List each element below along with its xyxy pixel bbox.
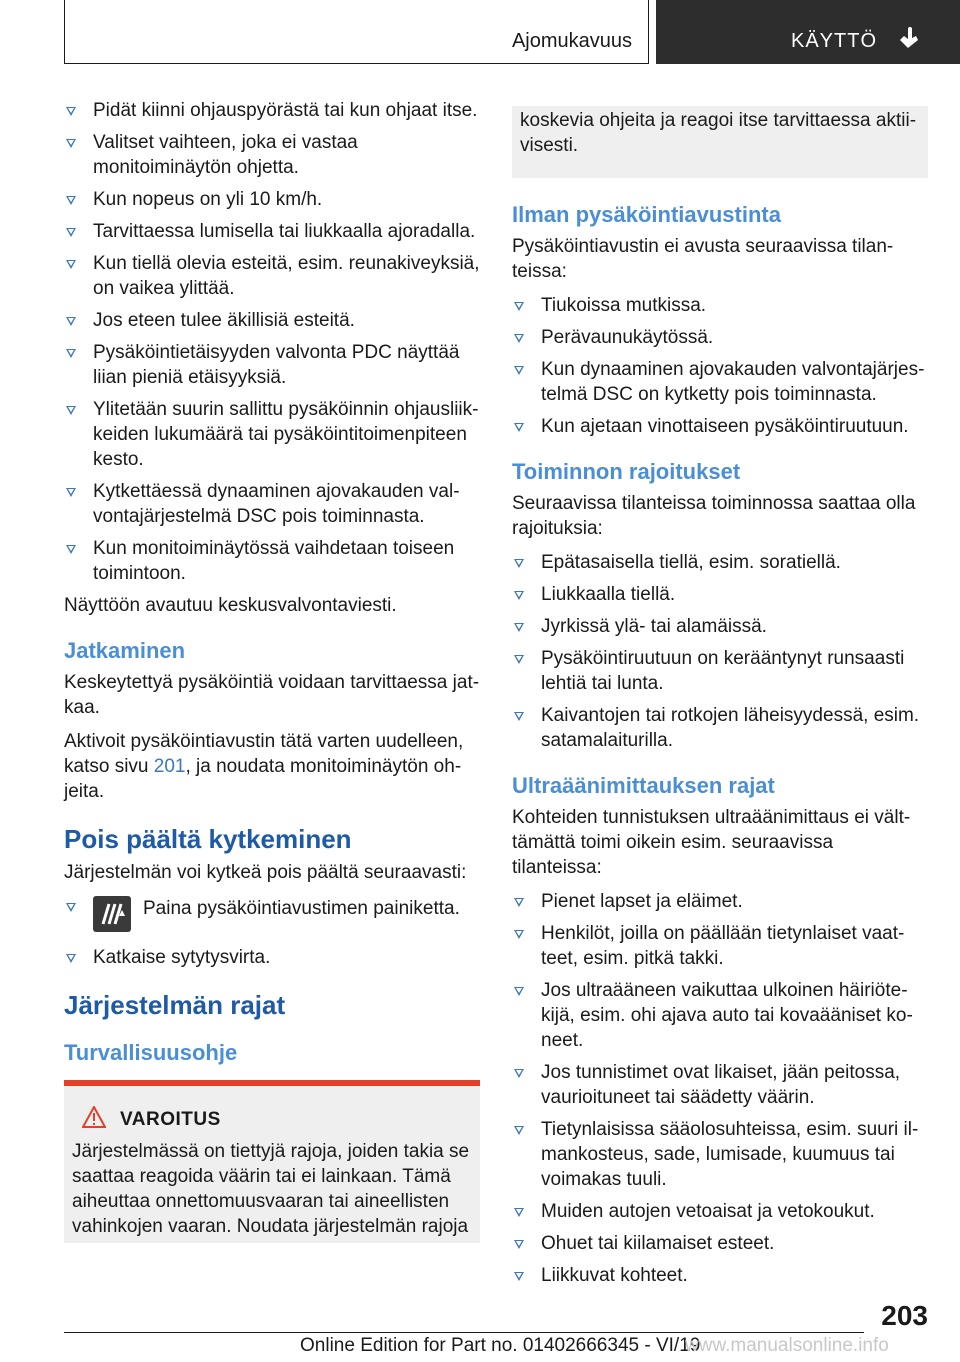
triangle-bullet-icon [66, 406, 76, 415]
triangle-bullet-icon [514, 898, 524, 907]
message-text: Näyttöön avautuu keskusvalvontaviesti. [64, 595, 397, 616]
list-item: Kytkettäessä dynaaminen ajovakauden valvontajärjestelmä DSC pois toiminnasta. [64, 479, 480, 529]
triangle-bullet-icon [66, 139, 76, 148]
triangle-bullet-icon [66, 317, 76, 326]
list-item: Kun monitoiminäytössä vaihdetaan toiseen toimintoon. [64, 536, 480, 586]
page-ref-link[interactable]: 201 [153, 756, 186, 777]
triangle-bullet-icon [66, 107, 76, 116]
footer-edition: Online Edition for Part no. 01402666345 - VI/19 [300, 1335, 701, 1356]
triangle-bullet-icon [514, 1208, 524, 1217]
footer-watermark: www.manualsonline.info [685, 1335, 889, 1356]
triangle-bullet-icon [514, 334, 524, 343]
list-item: Kun dynaaminen ajovakauden valvontajärjestelmä DSC on kytketty pois toiminnasta. [512, 357, 928, 407]
list-item: Tarvittaessa lumisella tai liukkaalla ajoradalla. [64, 219, 480, 244]
heading-switch-off: Pois päältä kytkeminen [64, 824, 352, 854]
list-item: Pysäköintietäisyyden valvonta PDC näyttää liian pieniä etäisyyksiä. [64, 340, 480, 390]
warning-triangle-icon [82, 1106, 106, 1133]
triangle-bullet-icon [514, 930, 524, 939]
triangle-bullet-icon [66, 488, 76, 497]
right-column [512, 104, 928, 1295]
triangle-bullet-icon [66, 260, 76, 269]
function-limits-paragraph: Seuraavissa tilanteissa toiminnossa saattaa olla rajoituksia: [512, 493, 916, 539]
list-item: Ohuet tai kiilamaiset esteet. [512, 1231, 928, 1256]
continue-paragraph-2: Aktivoit pysäköintiavustin tätä varten uudelleen, katso sivu 201, ja noudata monitoiminäytön ohjeita. [64, 731, 464, 802]
list-item: Paina pysäköintiavustimen painiketta. [64, 894, 480, 938]
bullet-list-switch-off [64, 894, 480, 970]
triangle-bullet-icon [514, 712, 524, 721]
chapter-tab [656, 0, 960, 64]
chapter-title: KÄYTTÖ [791, 30, 878, 52]
warning-text: Järjestelmässä on tiettyjä rajoja, joiden takia se saattaa reagoida väärin tai ei lainkaan. Tämä aiheuttaa onnettomuusvaaran tai aineellisten vahinkojen vaaran. Noudata järjestelmän rajoja [72, 1141, 470, 1237]
list-item: Katkaise sytytysvirta. [64, 945, 480, 970]
list-item: Henkilöt, joilla on päällään tietynlaiset vaatteet, esim. pitkä takki. [512, 921, 928, 971]
ultrasound-paragraph: Kohteiden tunnistuksen ultraäänimittaus ei välttämättä toimi oikein esim. seuraavissa tilanteissa: [512, 807, 911, 878]
heading-ultrasound-limits: Ultraäänimittauksen rajat [512, 773, 775, 798]
triangle-bullet-icon [514, 1069, 524, 1078]
list-item: Liikkuvat kohteet. [512, 1263, 928, 1288]
list-item: Kun ajetaan vinottaiseen pysäköintiruutuun. [512, 414, 928, 439]
warning-box-continued [512, 106, 928, 178]
header-section-box [64, 0, 649, 64]
triangle-bullet-icon [66, 903, 76, 912]
list-item: Tietynlaisissa sääolosuhteissa, esim. suuri ilmankosteus, sade, lumisade, kuumuus tai voimakas tuuli. [512, 1117, 928, 1192]
triangle-bullet-icon [514, 559, 524, 568]
heading-continue: Jatkaminen [64, 638, 186, 663]
heading-function-limits: Toiminnon rajoitukset [512, 459, 741, 484]
list-item: Perävaunukäytössä. [512, 325, 928, 350]
list-item: Kaivantojen tai rotkojen läheisyydessä, esim. satamalaiturilla. [512, 703, 928, 753]
warning-title: VAROITUS [120, 1108, 221, 1130]
list-item: Kun nopeus on yli 10 km/h. [64, 187, 480, 212]
list-item: Jos ultraääneen vaikuttaa ulkoinen häiriötekijä, esim. ohi ajava auto tai kovaääniset koneet. [512, 978, 928, 1053]
section-title: Ajomukavuus [511, 30, 632, 52]
triangle-bullet-icon [514, 987, 524, 996]
list-item: Pienet lapset ja eläimet. [512, 889, 928, 914]
hand-pointer-icon [896, 26, 922, 57]
triangle-bullet-icon [66, 349, 76, 358]
triangle-bullet-icon [514, 655, 524, 664]
triangle-bullet-icon [514, 1240, 524, 1249]
warning-box [64, 1080, 480, 1243]
list-item: Jyrkissä ylä- tai alamäissä. [512, 614, 928, 639]
list-item: Muiden autojen vetoaisat ja vetokoukut. [512, 1199, 928, 1224]
list-item: Tiukoissa mutkissa. [512, 293, 928, 318]
warning-header [82, 1106, 472, 1133]
triangle-bullet-icon [66, 954, 76, 963]
triangle-bullet-icon [514, 302, 524, 311]
switch-off-intro: Järjestelmän voi kytkeä pois päältä seuraavasti: [64, 862, 467, 883]
list-item: Pysäköintiruutuun on kerääntynyt runsaasti lehtiä tai lunta. [512, 646, 928, 696]
warning-continued-text: koskevia ohjeita ja reagoi itse tarvittaessa aktiivisesti. [520, 110, 917, 156]
continue-paragraph-1: Keskeytettyä pysäköintiä voidaan tarvittaessa jatkaa. [64, 672, 480, 718]
triangle-bullet-icon [514, 366, 524, 375]
park-assist-button-icon [93, 896, 131, 932]
triangle-bullet-icon [514, 423, 524, 432]
left-column [64, 98, 480, 1243]
bullet-list-function-limits [512, 550, 928, 753]
bullet-list-without-assist [512, 293, 928, 439]
bullet-list-interrupt [64, 98, 480, 586]
triangle-bullet-icon [66, 196, 76, 205]
list-item: Ylitetään suurin sallittu pysäköinnin ohjausliikkeiden lukumäärä tai pysäköintitoimenpiteen kesto. [64, 397, 480, 472]
triangle-bullet-icon [66, 228, 76, 237]
list-item: Pidät kiinni ohjauspyörästä tai kun ohjaat itse. [64, 98, 480, 123]
triangle-bullet-icon [514, 1272, 524, 1281]
bullet-list-ultrasound [512, 889, 928, 1288]
list-item: Jos tunnistimet ovat likaiset, jään peitossa, vaurioituneet tai säädetty väärin. [512, 1060, 928, 1110]
heading-system-limits: Järjestelmän rajat [64, 990, 286, 1020]
heading-without-assist: Ilman pysäköintiavustinta [512, 202, 781, 227]
list-item: Liukkaalla tiellä. [512, 582, 928, 607]
triangle-bullet-icon [514, 591, 524, 600]
list-item: Jos eteen tulee äkillisiä esteitä. [64, 308, 480, 333]
triangle-bullet-icon [514, 1126, 524, 1135]
heading-safety: Turvallisuusohje [64, 1040, 238, 1065]
page-number: 203 [881, 1300, 928, 1331]
footer-divider [64, 1332, 864, 1333]
list-item: Valitset vaihteen, joka ei vastaa monitoiminäytön ohjetta. [64, 130, 480, 180]
triangle-bullet-icon [514, 623, 524, 632]
triangle-bullet-icon [66, 545, 76, 554]
without-assist-paragraph: Pysäköintiavustin ei avusta seuraavissa tilanteissa: [512, 236, 894, 282]
list-item: Kun tiellä olevia esteitä, esim. reunakiveyksiä, on vaikea ylittää. [64, 251, 480, 301]
list-item: Epätasaisella tiellä, esim. soratiellä. [512, 550, 928, 575]
